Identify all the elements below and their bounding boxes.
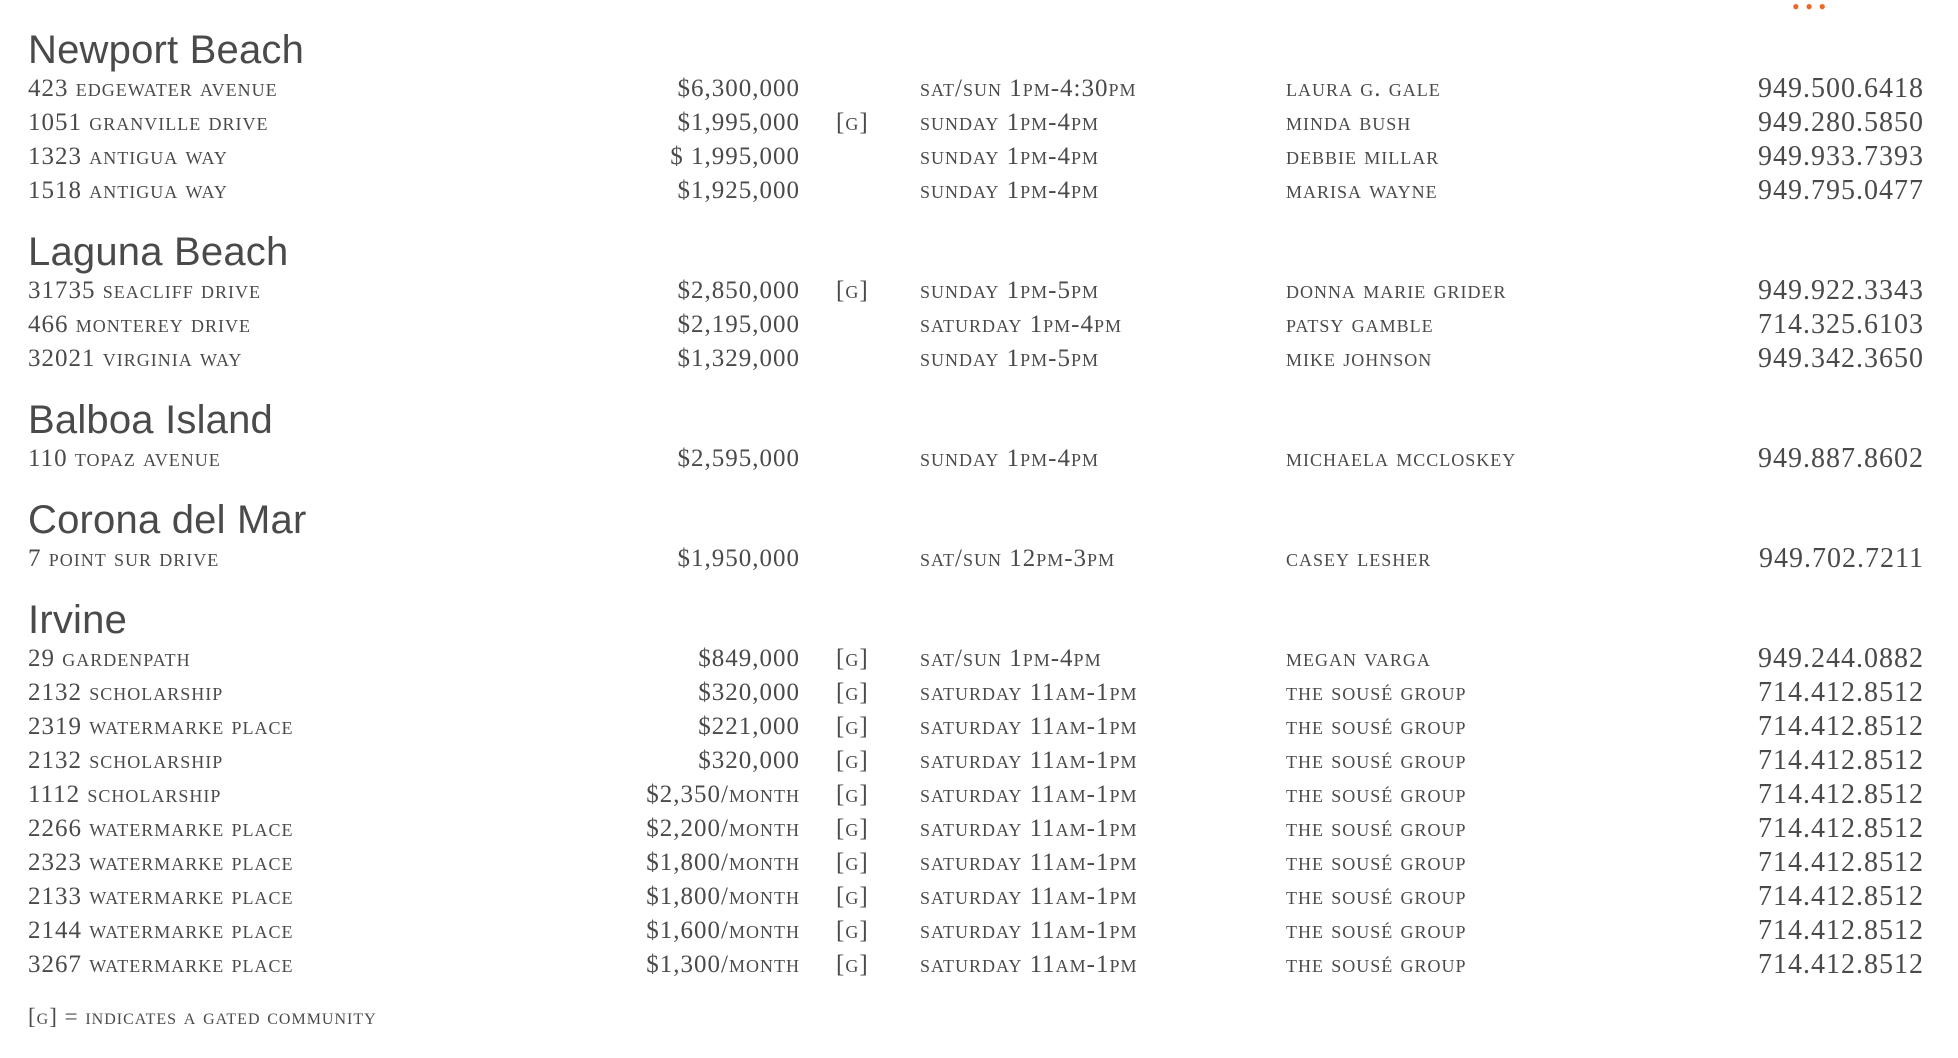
listing-row xyxy=(28,812,1928,846)
agent-name: the sousé group xyxy=(1286,679,1467,706)
agent-name: the sousé group xyxy=(1286,747,1467,774)
agent-phone: 949.702.7211 xyxy=(1759,543,1924,574)
open-house-time: sunday 1pm-5pm xyxy=(920,345,1099,372)
open-house-time: sunday 1pm-4pm xyxy=(920,177,1099,204)
address-text: 1323 antigua way xyxy=(28,143,228,170)
agent-name: michaela mccloskey xyxy=(1286,445,1517,472)
listing-row xyxy=(28,880,1928,914)
agent-phone: 714.325.6103 xyxy=(1758,309,1924,340)
price-text: $1,800/month xyxy=(646,883,800,910)
open-house-time: saturday 11am-1pm xyxy=(920,679,1138,706)
listing-row xyxy=(28,676,1928,710)
agent-phone: 714.412.8512 xyxy=(1758,881,1924,912)
gated-marker: [g] xyxy=(836,849,869,876)
gated-marker: [g] xyxy=(836,883,869,910)
open-house-time: sat/sun 1pm-4pm xyxy=(920,645,1102,672)
address-text: 1518 antigua way xyxy=(28,177,228,204)
listing-row xyxy=(28,744,1928,778)
open-house-time: saturday 11am-1pm xyxy=(920,883,1138,910)
address-text: 31735 seacliff drive xyxy=(28,277,262,304)
price-text: $6,300,000 xyxy=(677,75,800,102)
listing-section xyxy=(28,498,1928,576)
address-text: 2132 scholarship xyxy=(28,679,224,706)
agent-name: donna marie grider xyxy=(1286,277,1507,304)
section-title: Newport Beach xyxy=(28,28,305,72)
price-text: $2,850,000 xyxy=(677,277,800,304)
price-text: $849,000 xyxy=(698,645,800,672)
price-text: $2,595,000 xyxy=(677,445,800,472)
listing-row xyxy=(28,778,1928,812)
agent-phone: 714.412.8512 xyxy=(1758,711,1924,742)
gated-marker: [g] xyxy=(836,277,869,304)
agent-name: marisa wayne xyxy=(1286,177,1438,204)
agent-name: debbie millar xyxy=(1286,143,1440,170)
address-text: 3267 watermarke place xyxy=(28,951,294,978)
open-house-time: saturday 11am-1pm xyxy=(920,849,1138,876)
open-house-time: sat/sun 12pm-3pm xyxy=(920,545,1116,572)
price-text: $1,950,000 xyxy=(677,545,800,572)
address-text: 2144 watermarke place xyxy=(28,917,294,944)
agent-name: mike johnson xyxy=(1286,345,1433,372)
price-text: $2,195,000 xyxy=(677,311,800,338)
agent-phone: 714.412.8512 xyxy=(1758,949,1924,980)
agent-name: megan varga xyxy=(1286,645,1431,672)
price-text: $1,300/month xyxy=(646,951,800,978)
open-house-time: sunday 1pm-4pm xyxy=(920,445,1099,472)
listing-row xyxy=(28,914,1928,948)
price-text: $1,995,000 xyxy=(677,109,800,136)
open-house-time: sunday 1pm-4pm xyxy=(920,143,1099,170)
address-text: 2133 watermarke place xyxy=(28,883,294,910)
open-house-time: sunday 1pm-4pm xyxy=(920,109,1099,136)
gated-marker: [g] xyxy=(836,917,869,944)
listing-row xyxy=(28,106,1928,140)
agent-phone: 714.412.8512 xyxy=(1758,847,1924,878)
agent-name: the sousé group xyxy=(1286,713,1467,740)
address-text: 2319 watermarke place xyxy=(28,713,294,740)
address-text: 7 point sur drive xyxy=(28,545,220,572)
gated-community-footnote: [g] = indicates a gated community xyxy=(28,1004,377,1029)
agent-name: the sousé group xyxy=(1286,917,1467,944)
price-text: $1,925,000 xyxy=(677,177,800,204)
listing-section xyxy=(28,398,1928,476)
agent-name: minda bush xyxy=(1286,109,1412,136)
agent-name: the sousé group xyxy=(1286,883,1467,910)
price-text: $2,200/month xyxy=(646,815,800,842)
gated-marker: [g] xyxy=(836,679,869,706)
open-house-time: sunday 1pm-5pm xyxy=(920,277,1099,304)
agent-name: laura g. gale xyxy=(1286,75,1441,102)
agent-phone: 714.412.8512 xyxy=(1758,915,1924,946)
open-house-time: saturday 11am-1pm xyxy=(920,713,1138,740)
section-title: Balboa Island xyxy=(28,398,274,442)
agent-phone: 949.933.7393 xyxy=(1758,141,1924,172)
open-house-time: saturday 11am-1pm xyxy=(920,747,1138,774)
price-text: $221,000 xyxy=(698,713,800,740)
agent-name: the sousé group xyxy=(1286,781,1467,808)
agent-name: casey lesher xyxy=(1286,545,1432,572)
listing-row xyxy=(28,642,1928,676)
address-text: 2266 watermarke place xyxy=(28,815,294,842)
address-text: 110 topaz avenue xyxy=(28,445,221,472)
listing-row xyxy=(28,72,1928,106)
address-text: 423 edgewater avenue xyxy=(28,75,278,102)
address-text: 1112 scholarship xyxy=(28,781,222,808)
agent-phone: 949.795.0477 xyxy=(1758,175,1924,206)
agent-name: the sousé group xyxy=(1286,849,1467,876)
listing-row xyxy=(28,710,1928,744)
address-text: 32021 virginia way xyxy=(28,345,243,372)
agent-phone: 714.412.8512 xyxy=(1758,779,1924,810)
listing-row xyxy=(28,308,1928,342)
agent-phone: 949.342.3650 xyxy=(1758,343,1924,374)
gated-marker: [g] xyxy=(836,815,869,842)
open-house-time: saturday 11am-1pm xyxy=(920,781,1138,808)
agent-phone: 949.500.6418 xyxy=(1758,73,1924,104)
open-house-time: saturday 11am-1pm xyxy=(920,951,1138,978)
listing-section xyxy=(28,28,1928,208)
address-text: 2132 scholarship xyxy=(28,747,224,774)
agent-phone: 949.280.5850 xyxy=(1758,107,1924,138)
listing-row xyxy=(28,274,1928,308)
address-text: 1051 granville drive xyxy=(28,109,269,136)
agent-phone: 714.412.8512 xyxy=(1758,677,1924,708)
address-text: 2323 watermarke place xyxy=(28,849,294,876)
listing-row xyxy=(28,342,1928,376)
listing-section xyxy=(28,230,1928,376)
listing-row xyxy=(28,442,1928,476)
gated-marker: [g] xyxy=(836,951,869,978)
listing-row xyxy=(28,542,1928,576)
agent-name: the sousé group xyxy=(1286,815,1467,842)
price-text: $1,600/month xyxy=(646,917,800,944)
open-house-time: saturday 11am-1pm xyxy=(920,917,1138,944)
price-text: $320,000 xyxy=(698,679,800,706)
price-text: $2,350/month xyxy=(646,781,800,808)
gated-marker: [g] xyxy=(836,713,869,740)
listing-row xyxy=(28,948,1928,982)
price-text: $1,800/month xyxy=(646,849,800,876)
section-title: Laguna Beach xyxy=(28,230,289,274)
agent-phone: 714.412.8512 xyxy=(1758,745,1924,776)
agent-phone: 949.922.3343 xyxy=(1758,275,1924,306)
gated-marker: [g] xyxy=(836,109,869,136)
price-text: $320,000 xyxy=(698,747,800,774)
section-title: Corona del Mar xyxy=(28,498,307,542)
gated-marker: [g] xyxy=(836,747,869,774)
agent-name: the sousé group xyxy=(1286,951,1467,978)
gated-marker: [g] xyxy=(836,781,869,808)
listing-section xyxy=(28,598,1928,982)
price-text: $ 1,995,000 xyxy=(670,143,800,170)
open-house-listing xyxy=(28,28,1928,1030)
open-house-time: saturday 11am-1pm xyxy=(920,815,1138,842)
agent-phone: 949.887.8602 xyxy=(1758,443,1924,474)
agent-name: patsy gamble xyxy=(1286,311,1434,338)
listing-row xyxy=(28,846,1928,880)
listing-row xyxy=(28,140,1928,174)
agent-phone: 714.412.8512 xyxy=(1758,813,1924,844)
listing-row xyxy=(28,174,1928,208)
open-house-time: saturday 1pm-4pm xyxy=(920,311,1122,338)
gated-marker: [g] xyxy=(836,645,869,672)
address-text: 466 monterey drive xyxy=(28,311,251,338)
open-house-time: sat/sun 1pm-4:30pm xyxy=(920,75,1137,102)
section-title: Irvine xyxy=(28,598,128,642)
clipped-orange-header-fragment: • • • xyxy=(1792,0,1827,19)
agent-phone: 949.244.0882 xyxy=(1758,643,1924,674)
address-text: 29 gardenpath xyxy=(28,645,191,672)
price-text: $1,329,000 xyxy=(677,345,800,372)
